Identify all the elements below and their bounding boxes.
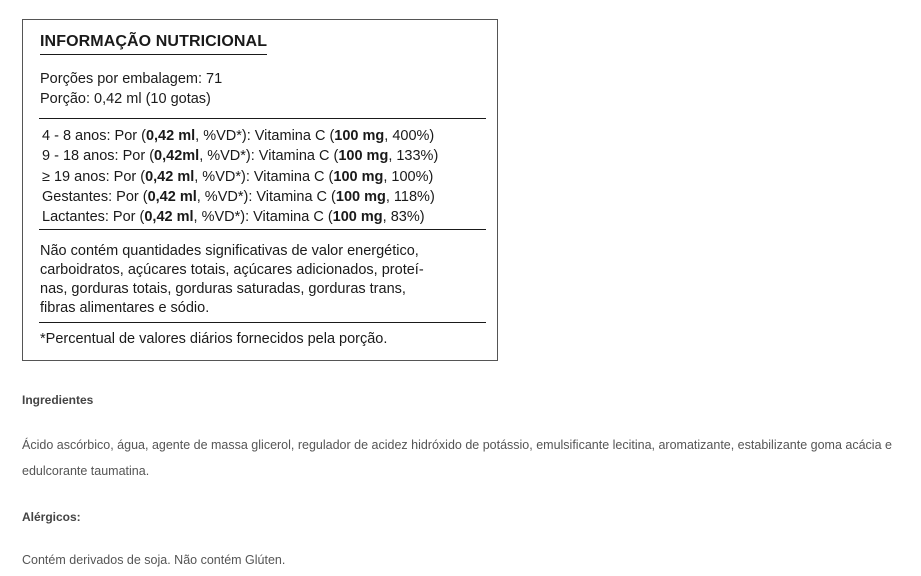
note-line: fibras alimentares e sódio. <box>40 300 210 316</box>
not-significant-note <box>40 242 480 318</box>
nutrition-title: INFORMAÇÃO NUTRICIONAL <box>40 33 267 55</box>
note-line: Não contém quantidades significativas de valor energético, <box>40 243 419 259</box>
row-amount: 100 mg <box>338 148 389 165</box>
row-suffix: , 100%) <box>383 168 434 185</box>
servings-per-package: Porções por embalagem: 71 <box>40 71 223 87</box>
row-mid: , %VD*): Vitamina C ( <box>193 209 333 226</box>
row-prefix: ≥ 19 anos: Por ( <box>42 168 146 185</box>
row-suffix: , 400%) <box>384 128 435 144</box>
row-suffix: , 133%) <box>388 148 439 165</box>
row-amount: 100 mg <box>334 128 385 144</box>
note-line: carboidratos, açúcares totais, açúcares adicionados, proteí- <box>40 262 424 278</box>
divider <box>39 322 486 323</box>
nutrition-row-4-8 <box>42 126 438 146</box>
ingredients-text <box>22 432 892 484</box>
row-portion: 0,42ml <box>154 148 200 165</box>
nutrition-facts-table <box>22 19 498 361</box>
row-prefix: Gestantes: Por ( <box>42 188 148 205</box>
portion-info <box>40 69 222 109</box>
row-prefix: Lactantes: Por ( <box>42 209 145 226</box>
row-suffix: , 83%) <box>382 209 425 226</box>
row-amount: 100 mg <box>332 209 383 226</box>
allergens-text: Contém derivados de soja. Não contém Glúten. <box>22 553 286 567</box>
row-prefix: 9 - 18 anos: Por ( <box>42 148 155 165</box>
row-mid: , %VD*): Vitamina C ( <box>194 168 334 185</box>
ingredients-heading: Ingredientes <box>22 393 94 407</box>
serving-size: Porção: 0,42 ml (10 gotas) <box>40 91 211 107</box>
row-portion: 0,42 ml <box>144 209 194 226</box>
row-portion: 0,42 ml <box>145 128 196 144</box>
nutrition-row-pregnant <box>42 187 438 207</box>
row-portion: 0,42 ml <box>145 168 195 185</box>
divider <box>39 118 486 119</box>
row-mid: , %VD*): Vitamina C ( <box>195 128 335 144</box>
nutrition-row-19-plus <box>42 167 438 187</box>
divider <box>39 229 486 230</box>
row-portion: 0,42 ml <box>147 188 197 205</box>
row-suffix: , 118%) <box>385 188 435 205</box>
row-mid: , %VD*): Vitamina C ( <box>199 148 339 165</box>
allergens-heading: Alérgicos: <box>22 510 81 524</box>
nutrition-row-9-18 <box>42 146 438 166</box>
ingredients-line: edulcorante taumatina. <box>22 464 150 478</box>
row-mid: , %VD*): Vitamina C ( <box>196 188 336 205</box>
note-line: nas, gorduras totais, gorduras saturadas, gorduras trans, <box>40 281 406 297</box>
daily-value-footnote: *Percentual de valores diários fornecidos pela porção. <box>40 331 388 347</box>
row-amount: 100 mg <box>335 188 386 205</box>
vitamin-c-rows <box>42 126 438 227</box>
nutrition-row-lactating <box>42 207 438 227</box>
row-prefix: 4 - 8 anos: Por ( <box>42 128 146 144</box>
ingredients-line: Ácido ascórbico, água, agente de massa glicerol, regulador de acidez hidróxido de potássio, emulsificante lecitina, aromatizante, estabilizante goma acácia e <box>22 438 892 452</box>
row-amount: 100 mg <box>333 168 384 185</box>
